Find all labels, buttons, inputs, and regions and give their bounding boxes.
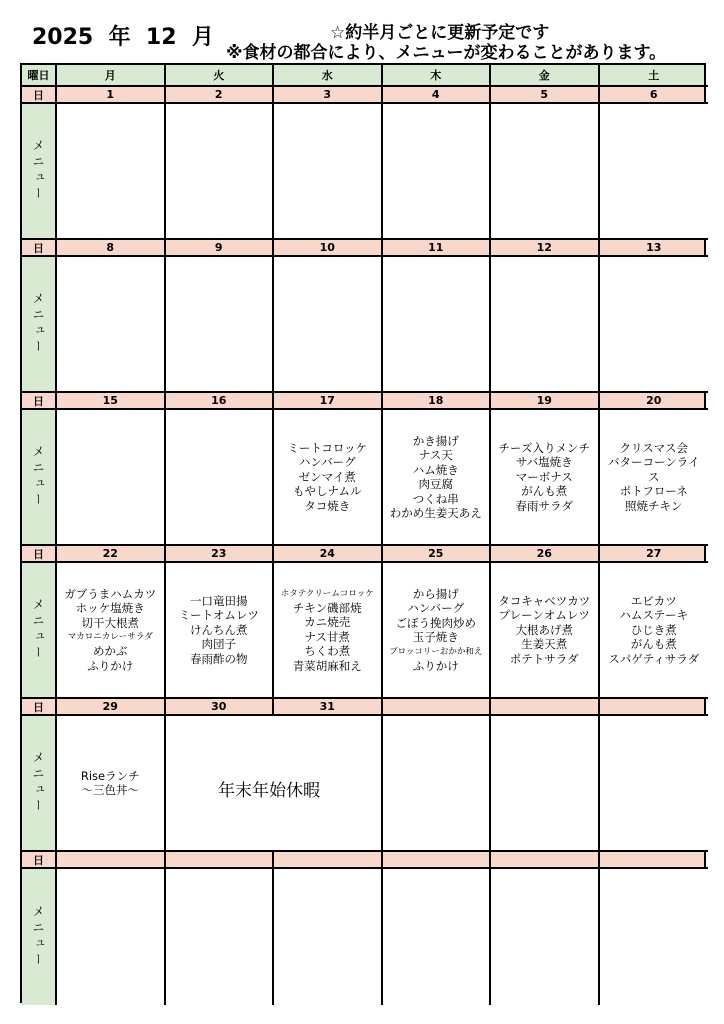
menu-row (22, 716, 704, 852)
menu-item: バターコーンライ (608, 455, 700, 470)
day-label: 日 (22, 852, 57, 869)
day-number: 23 (166, 546, 275, 563)
weekday-wed: 水 (274, 65, 383, 87)
menu-item: ふりかけ (87, 658, 134, 673)
menu-cell (600, 869, 709, 1005)
menu-item: ホタテクリームコロッケ (280, 588, 374, 599)
menu-row (22, 257, 704, 393)
menu-cell (57, 869, 166, 1005)
menu-row (22, 410, 704, 546)
day-number-row (22, 852, 704, 869)
day-number (600, 699, 709, 716)
day-number-row (22, 87, 704, 104)
day-number: 13 (600, 240, 709, 257)
menu-cell (274, 869, 383, 1005)
menu-cell (274, 410, 383, 546)
menu-item: ふりかけ (412, 658, 459, 673)
menu-cell (600, 257, 709, 393)
day-number (491, 699, 600, 716)
menu-item: がんも煮 (521, 484, 568, 499)
menu-cell (57, 257, 166, 393)
day-number: 4 (383, 87, 492, 104)
menu-item: 青菜胡麻和え (292, 658, 362, 673)
menu-item: 大根あげ煮 (515, 622, 573, 637)
weekday-sat: 土 (600, 65, 709, 87)
weekday-thu: 木 (383, 65, 492, 87)
menu-item: カニ焼売 (304, 615, 351, 630)
menu-cell (491, 257, 600, 393)
menu-item: もやしナムル (293, 484, 362, 499)
day-number-row (22, 699, 704, 716)
page-title (32, 20, 214, 51)
menu-item: ナス甘煮 (304, 629, 351, 644)
menu-item: 肉団子 (201, 637, 236, 652)
menu-cell (600, 563, 709, 699)
menu-item: エビカツ (630, 593, 677, 608)
day-label: 日 (22, 240, 57, 257)
menu-item: ミートコロッケ (287, 440, 368, 455)
menu-cell (166, 257, 275, 393)
menu-cell (600, 410, 709, 546)
day-number: 15 (57, 393, 166, 410)
menu-label (22, 869, 57, 1005)
menu-cell (274, 104, 383, 240)
weekday-mon: 月 (57, 65, 166, 87)
menu-label-text: メニュー (31, 292, 45, 356)
year: 2025 (32, 25, 94, 50)
day-number: 18 (383, 393, 492, 410)
day-number: 8 (57, 240, 166, 257)
menu-cell (491, 563, 600, 699)
weekday-header-row (22, 65, 704, 87)
day-label: 日 (22, 546, 57, 563)
menu-item: けんちん煮 (190, 622, 248, 637)
menu-item: ゼンマイ煮 (298, 469, 356, 484)
menu-item: わかめ生姜天あえ (389, 506, 482, 520)
menu-label-text: メニュー (31, 139, 45, 203)
menu-cell (57, 716, 166, 852)
menu-item: クリスマス会 (619, 440, 689, 455)
day-number: 2 (166, 87, 275, 104)
menu-label (22, 716, 57, 852)
menu-item: ハム焼き (412, 462, 459, 477)
menu-cell (491, 104, 600, 240)
menu-item: 切干大根煮 (81, 615, 139, 630)
menu-cell (166, 410, 275, 546)
year-unit: 年 (108, 25, 131, 50)
menu-item: がんも煮 (630, 637, 677, 652)
day-number-row (22, 546, 704, 563)
month-unit: 月 (191, 25, 214, 50)
menu-cell (383, 410, 492, 546)
day-number: 16 (166, 393, 275, 410)
day-number: 5 (491, 87, 600, 104)
day-number: 29 (57, 699, 166, 716)
day-number: 11 (383, 240, 492, 257)
day-number: 6 (600, 87, 709, 104)
menu-item: から揚げ (412, 586, 459, 601)
menu-item: マカロニカレーサラダ (67, 632, 153, 643)
menu-item: 肉豆腐 (418, 477, 453, 491)
day-number (600, 852, 709, 869)
menu-cell (166, 104, 275, 240)
menu-cell (57, 410, 166, 546)
day-label: 日 (22, 87, 57, 104)
day-number: 22 (57, 546, 166, 563)
menu-cell (274, 257, 383, 393)
day-number (274, 852, 383, 869)
menu-cell (274, 563, 383, 699)
menu-item: ポテトサラダ (509, 651, 579, 666)
menu-item: ガブうまハムカツ (64, 586, 157, 601)
weekday-tue: 火 (166, 65, 275, 87)
holiday-text: 年末年始休暇 (218, 781, 320, 801)
menu-cell (491, 716, 600, 852)
menu-item: タコ焼き (304, 498, 351, 513)
menu-item: めかぶ (93, 644, 128, 659)
menu-item: プレーンオムレツ (498, 608, 590, 623)
menu-item: Riseランチ (80, 768, 140, 783)
menu-item: ハンバーグ (407, 601, 465, 616)
update-notice: ☆約半月ごとに更新予定です (330, 23, 550, 43)
menu-label (22, 257, 57, 393)
day-number: 19 (491, 393, 600, 410)
day-number: 1 (57, 87, 166, 104)
menu-cell (600, 104, 709, 240)
day-number: 27 (600, 546, 709, 563)
day-number: 9 (166, 240, 275, 257)
menu-item: チーズ入りメンチ (498, 440, 590, 455)
menu-cell (383, 257, 492, 393)
day-number: 25 (383, 546, 492, 563)
menu-cell (491, 410, 600, 546)
menu-item: スパゲティサラダ (608, 651, 700, 666)
day-number: 24 (274, 546, 383, 563)
day-number (491, 852, 600, 869)
day-label: 日 (22, 699, 57, 716)
menu-label-text: メニュー (31, 751, 45, 815)
menu-row (22, 869, 704, 1005)
day-number (166, 852, 275, 869)
day-number: 3 (274, 87, 383, 104)
menu-item: 一口竜田揚 (190, 593, 248, 608)
menu-label (22, 563, 57, 699)
menu-label-text: メニュー (31, 598, 45, 662)
menu-cell (57, 104, 166, 240)
menu-item: サバ塩焼き (515, 455, 573, 470)
menu-item: ちくわ煮 (304, 644, 351, 659)
menu-item: ハンバーグ (298, 455, 356, 470)
day-label: 日 (22, 393, 57, 410)
menu-item: 照焼チキン (625, 498, 683, 513)
menu-item: ～三色丼～ (81, 783, 139, 797)
menu-item: マーボナス (515, 469, 573, 484)
menu-item: ハムステーキ (619, 608, 689, 623)
day-number: 30 (166, 699, 275, 716)
menu-cell (600, 716, 709, 852)
day-number: 10 (274, 240, 383, 257)
day-number: 31 (274, 699, 383, 716)
day-number (383, 699, 492, 716)
menu-label-text: メニュー (31, 905, 45, 969)
menu-item: ポトフローネ (619, 484, 688, 499)
menu-cell (383, 104, 492, 240)
menu-item: ス (648, 469, 660, 484)
day-number-row (22, 240, 704, 257)
menu-cell (57, 563, 166, 699)
menu-item: ひじき煮 (630, 622, 677, 637)
menu-item: タコキャベツカツ (498, 593, 591, 608)
menu-label (22, 104, 57, 240)
day-number (57, 852, 166, 869)
menu-item: ホッケ塩焼き (75, 601, 145, 616)
menu-item: ブロッコリーおかか和え (389, 646, 483, 657)
menu-item: ごぼう挽肉炒め (395, 615, 476, 630)
menu-item: つくね串 (412, 491, 459, 506)
weekday-label: 曜日 (22, 65, 57, 87)
day-number: 17 (274, 393, 383, 410)
menu-item: 春雨サラダ (515, 498, 573, 513)
menu-item: 春雨酢の物 (190, 651, 248, 666)
month: 12 (145, 25, 177, 50)
menu-label-text: メニュー (31, 445, 45, 509)
menu-row (22, 563, 704, 699)
menu-item: 玉子焼き (412, 630, 459, 645)
menu-cell (166, 869, 275, 1005)
day-number: 12 (491, 240, 600, 257)
menu-row (22, 104, 704, 240)
menu-calendar (20, 63, 706, 1003)
menu-cell (491, 869, 600, 1005)
day-number: 20 (600, 393, 709, 410)
menu-cell (383, 869, 492, 1005)
menu-item: ミートオムレツ (178, 608, 259, 623)
day-number-row (22, 393, 704, 410)
day-number: 26 (491, 546, 600, 563)
menu-cell (383, 563, 492, 699)
menu-item: かき揚げ (412, 433, 459, 448)
day-number (383, 852, 492, 869)
menu-change-notice: ※食材の都合により、メニューが変わることがあります。 (226, 43, 667, 63)
menu-item: チキン磯部焼 (292, 600, 362, 615)
menu-cell (383, 716, 492, 852)
menu-label (22, 410, 57, 546)
menu-item: ナス天 (418, 448, 453, 462)
weekday-fri: 金 (491, 65, 600, 87)
menu-cell (166, 563, 275, 699)
menu-item: 生姜天煮 (521, 637, 568, 652)
